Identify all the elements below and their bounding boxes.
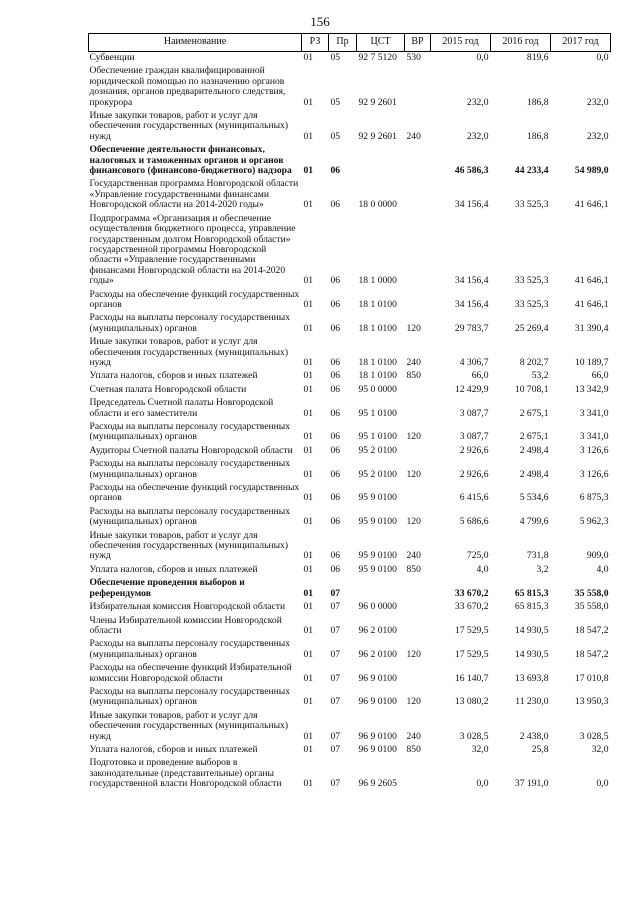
row-2017: 41 646,1 xyxy=(574,199,609,211)
row-pr: 07 xyxy=(330,587,341,599)
row-vr: 240 xyxy=(406,550,421,562)
table-row xyxy=(89,397,611,421)
row-2015: 29 783,7 xyxy=(454,322,489,334)
table-row xyxy=(89,686,611,710)
row-2015: 17 529,5 xyxy=(454,648,489,660)
row-pr: 06 xyxy=(330,356,341,368)
row-2016: 731,8 xyxy=(526,550,549,562)
row-2017: 41 646,1 xyxy=(574,275,609,287)
row-name: Расходы на выплаты персоналу государственных (муниципальных) органов xyxy=(89,458,291,480)
header-2017: 2017 год xyxy=(551,34,611,52)
table-row xyxy=(89,638,611,662)
table-row xyxy=(89,530,611,564)
row-2015: 725,0 xyxy=(466,550,489,562)
table-row xyxy=(89,506,611,530)
row-name: Уплата налогов, сборов и иных платежей xyxy=(89,563,258,575)
row-cst: 95 2 0100 xyxy=(358,444,397,456)
row-cst: 95 9 0100 xyxy=(358,550,397,562)
row-2015: 2 926,6 xyxy=(459,468,489,480)
row-name: Государственная программа Новгородской области «Управление государственными финансами Новгородской области на 2014-2020 годы» xyxy=(89,178,299,211)
row-2017: 13 342,9 xyxy=(574,383,609,395)
row-cst: 96 9 0100 xyxy=(358,696,397,708)
row-name: Расходы на выплаты персоналу государственных (муниципальных) органов xyxy=(89,312,291,334)
row-cst: 92 7 5120 xyxy=(358,52,397,63)
row-rz: 01 xyxy=(303,624,314,636)
row-cst xyxy=(357,144,405,178)
header-row xyxy=(89,34,611,52)
row-pr: 06 xyxy=(330,370,341,382)
row-2017: 909,0 xyxy=(586,550,609,562)
row-2015: 5 686,6 xyxy=(459,516,489,528)
row-2017: 10 189,7 xyxy=(574,356,609,368)
row-name: Расходы на выплаты персоналу государственных (муниципальных) органов xyxy=(89,685,291,708)
row-2016: 13 693,8 xyxy=(514,672,549,684)
row-pr: 05 xyxy=(330,130,341,142)
row-vr xyxy=(405,757,431,791)
row-2016: 2 438,0 xyxy=(519,730,549,742)
row-pr: 07 xyxy=(330,696,341,708)
row-rz: 01 xyxy=(303,298,314,310)
row-vr: 850 xyxy=(406,743,421,755)
header-cst: ЦСТ xyxy=(357,34,405,52)
row-2015: 2 926,6 xyxy=(459,444,489,456)
row-cst: 95 1 0100 xyxy=(358,431,397,443)
row-name: Расходы на обеспечение функций государственных органов xyxy=(89,288,300,310)
row-2017: 5 962,3 xyxy=(579,516,609,528)
row-2017: 35 558,0 xyxy=(574,601,609,613)
row-2016: 2 498,4 xyxy=(519,444,549,456)
row-2015: 3 087,7 xyxy=(459,407,489,419)
row-2017: 13 950,3 xyxy=(574,696,609,708)
row-2016: 65 815,3 xyxy=(514,587,549,599)
row-vr: 850 xyxy=(406,370,421,382)
header-2016: 2016 год xyxy=(491,34,551,52)
row-vr xyxy=(405,577,431,601)
row-rz: 01 xyxy=(303,322,314,334)
row-name: Уплата налогов, сборов и иных платежей xyxy=(89,370,258,382)
row-rz: 01 xyxy=(303,444,314,456)
row-2015: 34 156,4 xyxy=(454,199,489,211)
row-2017: 3 126,6 xyxy=(579,444,609,456)
row-2017: 232,0 xyxy=(586,96,609,108)
row-rz: 01 xyxy=(303,431,314,443)
row-name: Расходы на выплаты персоналу государственных (муниципальных) органов xyxy=(89,421,291,443)
row-2016: 10 708,1 xyxy=(514,383,549,395)
row-name: Расходы на обеспечение функций Избирательной комиссии Новгородской области xyxy=(89,662,292,684)
row-name: Аудиторы Счетной палаты Новгородской области xyxy=(89,444,293,456)
table-row xyxy=(89,336,611,370)
row-cst: 96 9 2605 xyxy=(358,778,397,790)
row-name: Счетная палата Новгородской области xyxy=(89,383,247,395)
row-pr: 07 xyxy=(330,778,341,790)
row-name: Расходы на выплаты персоналу государственных (муниципальных) органов xyxy=(89,638,291,660)
row-2016: 53,2 xyxy=(531,370,549,382)
row-2016: 2 498,4 xyxy=(519,468,549,480)
row-name: Члены Избирательной комиссии Новгородской области xyxy=(89,614,282,636)
row-2017: 6 875,3 xyxy=(579,492,609,504)
row-cst: 95 0 0000 xyxy=(358,383,397,395)
row-rz: 01 xyxy=(303,199,314,211)
row-vr: 120 xyxy=(406,516,421,528)
row-name: Подготовка и проведение выборов в законодательные (представительные) органы государственной власти Новгородской области xyxy=(89,757,282,790)
row-2016: 2 675,1 xyxy=(519,431,549,443)
row-2015: 232,0 xyxy=(466,96,489,108)
row-2017: 18 547,2 xyxy=(574,648,609,660)
row-2015: 3 028,5 xyxy=(459,730,489,742)
row-cst: 95 1 0100 xyxy=(358,407,397,419)
row-2015: 12 429,9 xyxy=(454,383,489,395)
row-2016: 33 525,3 xyxy=(514,199,549,211)
table-row xyxy=(89,65,611,110)
row-2015: 33 670,2 xyxy=(454,587,489,599)
row-vr: 120 xyxy=(406,431,421,443)
header-pr: Пр xyxy=(329,34,357,52)
row-2015: 32,0 xyxy=(471,743,489,755)
header-vr: ВР xyxy=(405,34,431,52)
row-pr: 07 xyxy=(330,743,341,755)
row-vr xyxy=(405,384,431,397)
row-2017: 3 341,0 xyxy=(579,407,609,419)
row-name: Обеспечение деятельности финансовых, налоговых и таможенных органов и органов финансового (финансово-бюджетного) надзора xyxy=(89,144,292,177)
row-cst: 96 0 0000 xyxy=(358,601,397,613)
row-name: Иные закупки товаров, работ и услуг для обеспечения государственных (муниципальных) нужд xyxy=(89,709,289,742)
row-cst: 92 9 2601 xyxy=(358,96,397,108)
row-pr: 07 xyxy=(330,624,341,636)
row-2016: 186,8 xyxy=(526,130,549,142)
table-row xyxy=(89,615,611,639)
table-row xyxy=(89,601,611,614)
row-2016: 186,8 xyxy=(526,96,549,108)
row-2017: 31 390,4 xyxy=(574,322,609,334)
row-vr xyxy=(405,662,431,686)
row-vr xyxy=(405,397,431,421)
row-name: Расходы на обеспечение функций государственных органов xyxy=(89,482,300,504)
header-rz: РЗ xyxy=(302,34,329,52)
row-rz: 01 xyxy=(303,370,314,382)
row-name: Иные закупки товаров, работ и услуг для обеспечения государственных (муниципальных) нужд xyxy=(89,110,289,142)
table-header xyxy=(89,34,611,52)
row-name: Расходы на выплаты персоналу государственных (муниципальных) органов xyxy=(89,505,291,528)
row-2017: 18 547,2 xyxy=(574,624,609,636)
row-rz: 01 xyxy=(303,96,314,108)
budget-table xyxy=(88,33,611,792)
row-2016: 2 675,1 xyxy=(519,407,549,419)
row-2017: 35 558,0 xyxy=(574,587,609,599)
row-name: Обеспечение граждан квалифицированной юридической помощью по назначению органов дознания, органов предварительного следствия, прокурора xyxy=(89,65,286,108)
row-pr: 05 xyxy=(330,52,341,63)
row-2015: 4 306,7 xyxy=(459,356,489,368)
row-cst: 95 2 0100 xyxy=(358,468,397,480)
row-2015: 3 087,7 xyxy=(459,431,489,443)
row-cst: 92 9 2601 xyxy=(358,130,397,142)
row-rz: 01 xyxy=(303,743,314,755)
row-2016: 3,2 xyxy=(536,563,549,575)
row-rz: 01 xyxy=(303,696,314,708)
row-2015: 33 670,2 xyxy=(454,601,489,613)
row-pr: 06 xyxy=(330,492,341,504)
row-name: Избирательная комиссия Новгородской области xyxy=(89,601,286,613)
table-row xyxy=(89,178,611,212)
row-cst: 18 0 0000 xyxy=(358,199,397,211)
table-row xyxy=(89,757,611,791)
row-2015: 16 140,7 xyxy=(454,672,489,684)
row-pr: 06 xyxy=(330,407,341,419)
row-pr: 07 xyxy=(330,730,341,742)
row-2017: 232,0 xyxy=(586,130,609,142)
row-2017: 0,0 xyxy=(596,778,609,790)
table-row xyxy=(89,482,611,506)
table-row xyxy=(89,384,611,397)
row-2016: 25 269,4 xyxy=(514,322,549,334)
table-row xyxy=(89,52,611,66)
row-rz: 01 xyxy=(303,730,314,742)
row-pr: 06 xyxy=(330,563,341,575)
table-row xyxy=(89,662,611,686)
row-2016: 8 202,7 xyxy=(519,356,549,368)
row-2016: 5 534,6 xyxy=(519,492,549,504)
row-pr: 06 xyxy=(330,298,341,310)
row-2015: 46 586,3 xyxy=(454,165,489,177)
row-rz: 01 xyxy=(303,165,314,177)
row-rz: 01 xyxy=(303,587,314,599)
row-rz: 01 xyxy=(303,563,314,575)
row-2016: 65 815,3 xyxy=(514,601,549,613)
row-2017: 32,0 xyxy=(591,743,609,755)
row-cst: 18 1 0100 xyxy=(358,370,397,382)
table-row xyxy=(89,144,611,178)
row-2015: 13 080,2 xyxy=(454,696,489,708)
row-vr: 850 xyxy=(406,563,421,575)
row-2015: 34 156,4 xyxy=(454,275,489,287)
row-vr xyxy=(405,482,431,506)
row-2017: 3 028,5 xyxy=(579,730,609,742)
row-cst: 96 9 0100 xyxy=(358,743,397,755)
table-row xyxy=(89,577,611,601)
row-pr: 05 xyxy=(330,96,341,108)
row-2016: 44 233,4 xyxy=(514,165,549,177)
row-pr: 06 xyxy=(330,516,341,528)
row-2017: 66,0 xyxy=(591,370,609,382)
row-2017: 4,0 xyxy=(596,563,609,575)
row-cst: 18 1 0000 xyxy=(358,275,397,287)
row-vr: 240 xyxy=(406,730,421,742)
row-2017: 41 646,1 xyxy=(574,298,609,310)
row-rz: 01 xyxy=(303,407,314,419)
row-rz: 01 xyxy=(303,516,314,528)
row-name: Иные закупки товаров, работ и услуг для обеспечения государственных (муниципальных) нужд xyxy=(89,336,289,368)
row-cst: 95 9 0100 xyxy=(358,492,397,504)
row-2016: 33 525,3 xyxy=(514,275,549,287)
table-row xyxy=(89,213,611,289)
row-2015: 0,0 xyxy=(476,778,489,790)
row-rz: 01 xyxy=(303,383,314,395)
row-vr xyxy=(405,65,431,110)
row-vr: 120 xyxy=(406,696,421,708)
row-2016: 4 799,6 xyxy=(519,516,549,528)
row-rz: 01 xyxy=(303,648,314,660)
row-2017: 3 126,6 xyxy=(579,468,609,480)
row-pr: 06 xyxy=(330,322,341,334)
row-vr xyxy=(405,213,431,289)
row-cst: 96 9 0100 xyxy=(358,730,397,742)
row-vr xyxy=(405,601,431,614)
row-pr: 07 xyxy=(330,601,341,613)
row-pr: 06 xyxy=(330,550,341,562)
row-cst: 96 2 0100 xyxy=(358,624,397,636)
row-vr xyxy=(405,445,431,458)
table-row xyxy=(89,564,611,577)
row-vr: 120 xyxy=(406,468,421,480)
table-body xyxy=(89,52,611,792)
row-2017: 54 989,0 xyxy=(574,165,609,177)
table-row xyxy=(89,312,611,336)
table-row xyxy=(89,710,611,744)
row-cst: 18 1 0100 xyxy=(358,356,397,368)
row-cst: 96 9 0100 xyxy=(358,672,397,684)
row-2016: 33 525,3 xyxy=(514,298,549,310)
row-rz: 01 xyxy=(303,130,314,142)
row-2015: 34 156,4 xyxy=(454,298,489,310)
row-2016: 25,8 xyxy=(531,743,549,755)
row-pr: 06 xyxy=(330,444,341,456)
row-vr xyxy=(405,144,431,178)
row-pr: 06 xyxy=(330,165,341,177)
row-name: Субвенции xyxy=(89,52,135,63)
row-vr: 240 xyxy=(406,130,421,142)
row-2016: 14 930,5 xyxy=(514,624,549,636)
row-cst: 95 9 0100 xyxy=(358,516,397,528)
row-pr: 06 xyxy=(330,199,341,211)
row-pr: 06 xyxy=(330,383,341,395)
row-2015: 4,0 xyxy=(476,563,489,575)
row-pr: 06 xyxy=(330,468,341,480)
page-number: 156 xyxy=(310,14,330,29)
row-rz: 01 xyxy=(303,275,314,287)
row-pr: 07 xyxy=(330,648,341,660)
row-pr: 06 xyxy=(330,275,341,287)
row-rz: 01 xyxy=(303,52,314,63)
row-cst: 95 9 0100 xyxy=(358,563,397,575)
row-rz: 01 xyxy=(303,601,314,613)
row-vr: 240 xyxy=(406,356,421,368)
row-2015: 0,0 xyxy=(476,52,489,63)
row-name: Иные закупки товаров, работ и услуг для обеспечения государственных (муниципальных) нужд xyxy=(89,529,289,562)
row-name: Председатель Счетной палаты Новгородской области и его заместители xyxy=(89,397,274,419)
row-rz: 01 xyxy=(303,356,314,368)
row-2017: 0,0 xyxy=(596,52,609,63)
table-row xyxy=(89,445,611,458)
row-pr: 06 xyxy=(330,431,341,443)
table-row xyxy=(89,110,611,144)
row-cst: 18 1 0100 xyxy=(358,298,397,310)
row-vr: 120 xyxy=(406,648,421,660)
row-vr xyxy=(405,289,431,313)
row-rz: 01 xyxy=(303,492,314,504)
row-2016: 819,6 xyxy=(526,52,549,63)
row-2016: 11 230,0 xyxy=(515,696,549,708)
row-2017: 3 341,0 xyxy=(579,431,609,443)
table-row xyxy=(89,744,611,757)
row-rz: 01 xyxy=(303,672,314,684)
row-name: Уплата налогов, сборов и иных платежей xyxy=(89,743,258,755)
row-2016: 37 191,0 xyxy=(514,778,549,790)
table-row xyxy=(89,370,611,383)
row-name: Обеспечение проведения выборов и референдумов xyxy=(89,577,245,599)
row-rz: 01 xyxy=(303,550,314,562)
row-2015: 17 529,5 xyxy=(454,624,489,636)
row-vr xyxy=(405,615,431,639)
table-row xyxy=(89,458,611,482)
row-2015: 232,0 xyxy=(466,130,489,142)
row-vr: 120 xyxy=(406,322,421,334)
row-2015: 66,0 xyxy=(471,370,489,382)
row-vr: 530 xyxy=(406,52,421,63)
row-name: Подпрограмма «Организация и обеспечение осуществления бюджетного процесса, управление государственным долгом Новгородской области» государственной программы Новгородской области «Управление государственными финансами Новгородской области на 2014-2020 годы» xyxy=(89,212,296,287)
table-row xyxy=(89,289,611,313)
row-2015: 6 415,6 xyxy=(459,492,489,504)
row-cst xyxy=(357,577,405,601)
row-cst: 96 2 0100 xyxy=(358,648,397,660)
row-pr: 07 xyxy=(330,672,341,684)
header-name: Наименование xyxy=(89,34,302,52)
header-2015: 2015 год xyxy=(431,34,491,52)
row-vr xyxy=(405,178,431,212)
row-2017: 17 010,8 xyxy=(574,672,609,684)
row-cst: 18 1 0100 xyxy=(358,322,397,334)
row-rz: 01 xyxy=(303,468,314,480)
row-2016: 14 930,5 xyxy=(514,648,549,660)
row-rz: 01 xyxy=(303,778,314,790)
table-row xyxy=(89,421,611,445)
